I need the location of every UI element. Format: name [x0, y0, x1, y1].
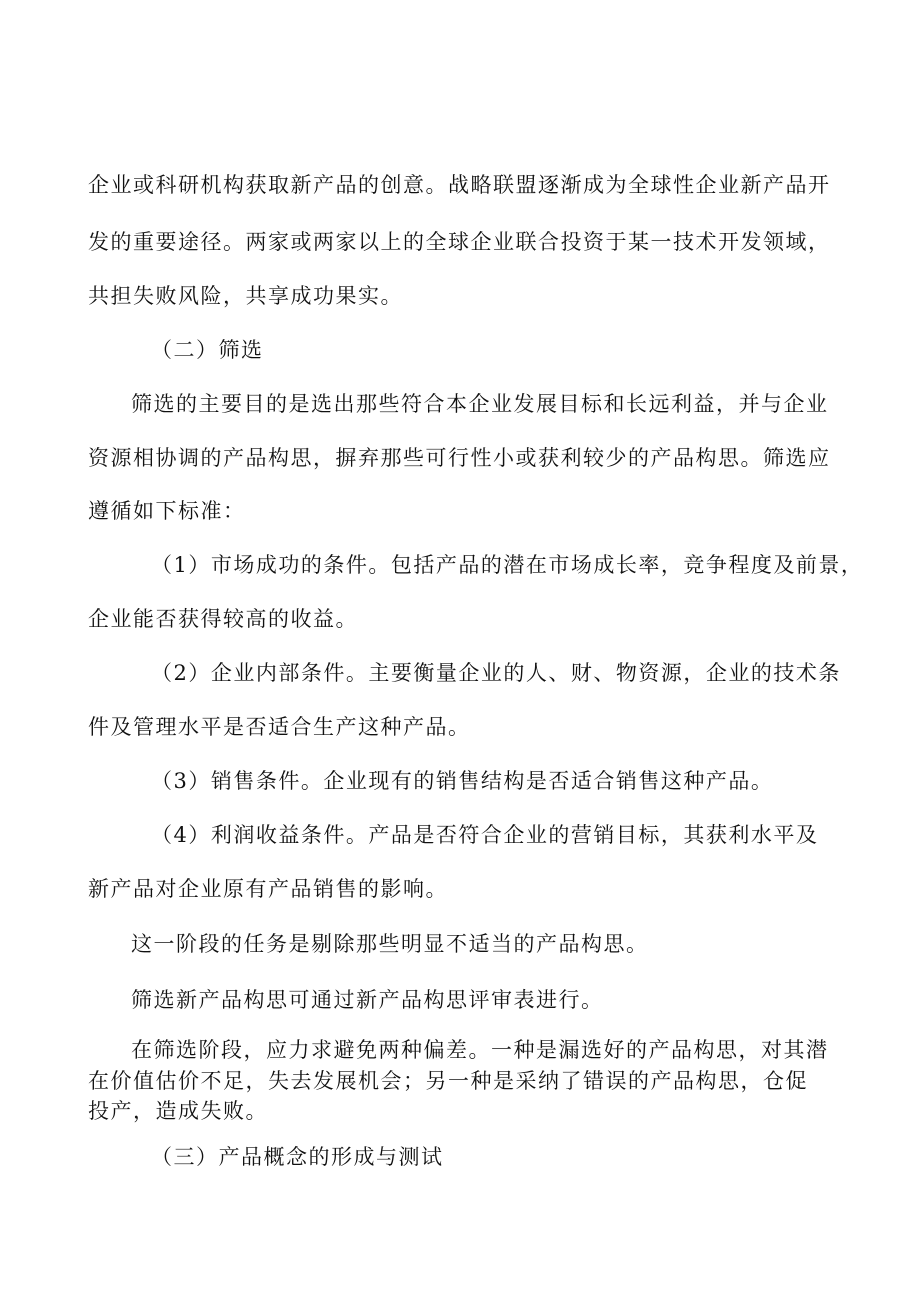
- body-text-line: 在价值估价不足，失去发展机会；另一种是采纳了错误的产品构思，仓促: [88, 1069, 808, 1093]
- list-item-line: 企业能否获得较高的收益。: [88, 607, 358, 631]
- section-heading: （二）筛选: [151, 338, 264, 362]
- body-text-line: 共担失败风险，共享成功果实。: [88, 284, 403, 308]
- list-item-line: 件及管理水平是否适合生产这种产品。: [88, 715, 471, 739]
- body-text-line: 筛选新产品构思可通过新产品构思评审表进行。: [131, 988, 604, 1012]
- list-item-line: （3）销售条件。企业现有的销售结构是否适合销售这种产品。: [151, 769, 774, 793]
- list-item-line: 新产品对企业原有产品销售的影响。: [88, 877, 448, 901]
- list-item-line: （1）市场成功的条件。包括产品的潜在市场成长率，竞争程度及前景，: [151, 553, 864, 577]
- body-text-line: 遵循如下标准：: [88, 499, 246, 523]
- section-heading: （三）产品概念的形成与测试: [151, 1145, 444, 1169]
- body-text-line: 在筛选阶段，应力求避免两种偏差。一种是漏选好的产品构思，对其潜: [131, 1038, 829, 1062]
- body-text-line: 这一阶段的任务是剔除那些明显不适当的产品构思。: [131, 932, 649, 956]
- body-text-line: 投产，造成失败。: [88, 1099, 268, 1123]
- list-item-line: （2）企业内部条件。主要衡量企业的人、财、物资源，企业的技术条: [151, 661, 841, 685]
- body-text-line: 企业或科研机构获取新产品的创意。战略联盟逐渐成为全球性企业新产品开: [88, 173, 831, 197]
- list-item-line: （4）利润收益条件。产品是否符合企业的营销目标，其获利水平及: [151, 823, 819, 847]
- body-text-line: 资源相协调的产品构思，摒弃那些可行性小或获利较少的产品构思。筛选应: [88, 446, 831, 470]
- body-text-line: 发的重要途径。两家或两家以上的全球企业联合投资于某一技术开发领域，: [88, 230, 831, 254]
- body-text-line: 筛选的主要目的是选出那些符合本企业发展目标和长远利益，并与企业: [131, 392, 829, 416]
